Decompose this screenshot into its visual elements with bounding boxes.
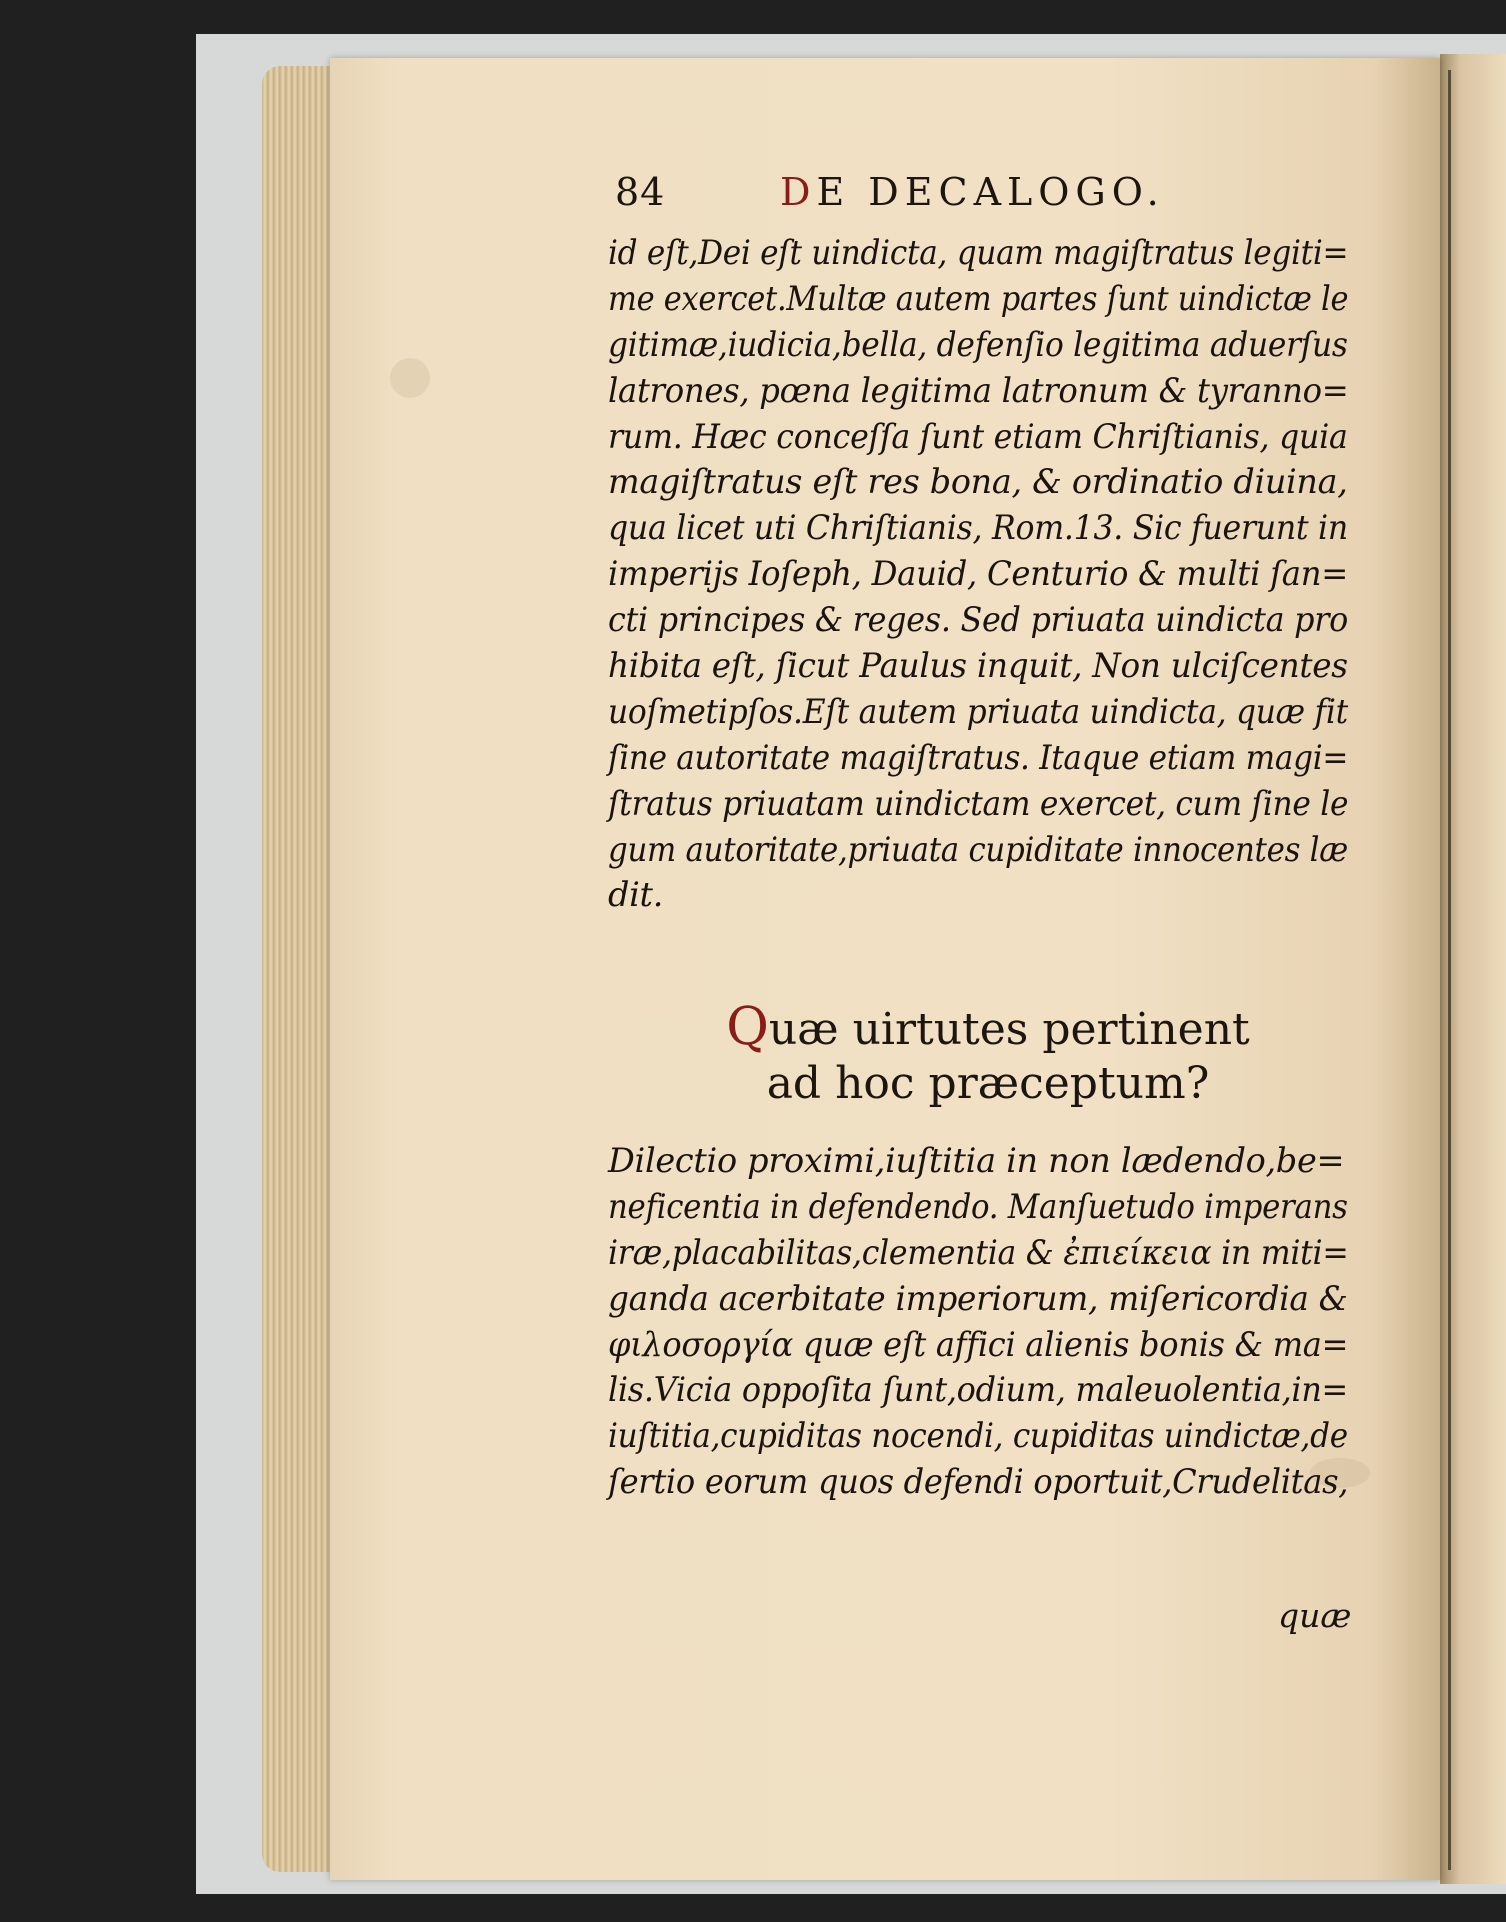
text-line: me exercet.Multæ autem partes ſunt uindictæ le	[608, 278, 1349, 318]
heading-line-2: ad hoc præceptum?	[766, 1058, 1210, 1109]
text-line: imperijs Ioſeph, Dauid, Centurio & multi ſan=	[608, 554, 1348, 594]
text-line: gum autoritate,priuata cupiditate innocentes læ	[608, 829, 1348, 869]
text-line: iræ,placabilitas,clementia & ἐπιείκεια in miti=	[608, 1232, 1349, 1272]
text-line: φιλοσοργία quæ eſt affici alienis bonis & ma=	[608, 1324, 1349, 1364]
text-line: iuſtitia,cupiditas nocendi, cupiditas uindictæ,de	[608, 1416, 1348, 1456]
text-line: magiſtratus eſt res bona, & ordinatio diuina,	[608, 462, 1348, 502]
text-line: cti principes & reges. Sed priuata uindicta pro	[608, 600, 1349, 640]
text-line: uoſmetipſos.Eſt autem priuata uindicta, quæ fit	[608, 691, 1348, 731]
catchword: quæ	[1278, 1596, 1352, 1635]
text-line: gitimæ,iudicia,bella, defenſio legitima aduerſus	[608, 324, 1348, 364]
running-title	[780, 170, 1165, 214]
text-line: ſine autoritate magiſtratus. Itaque etiam magi=	[608, 737, 1349, 777]
text-line: dit.	[608, 875, 664, 915]
text-line: hibita eſt, ſicut Paulus inquit, Non ulciſcentes	[608, 646, 1348, 686]
running-header	[615, 170, 1235, 220]
paper-stain	[390, 358, 430, 398]
text-line: id eſt,Dei eſt uindicta, quam magiſtratus legiti=	[608, 233, 1349, 272]
paragraph-1	[608, 230, 1348, 918]
text-line: lis.Vicia oppoſita ſunt,odium, maleuolentia,in=	[608, 1370, 1348, 1410]
text-line: Dilectio proximi,iuſtitia in non lædendo,be=	[608, 1141, 1345, 1180]
heading-initial: Q	[726, 997, 769, 1057]
page-number: 84	[615, 170, 666, 214]
heading-line-1	[708, 997, 1268, 1057]
text-line: ganda acerbitate imperiorum, miſericordia &	[608, 1278, 1348, 1318]
gutter-shadow	[1448, 70, 1451, 1870]
section-heading	[708, 997, 1268, 1111]
text-line: latrones, pœna legitima latronum & tyranno=	[608, 370, 1349, 410]
running-title-text: E DECALOGO.	[816, 170, 1165, 214]
text-line: qua licet uti Chriſtianis, Rom.13. Sic fuerunt in	[608, 508, 1348, 548]
text-line: ſtratus priuatam uindictam exercet, cum ſine le	[608, 783, 1349, 823]
text-line: neficentia in defendendo. Manſuetudo imperans	[608, 1186, 1348, 1226]
text-line: rum. Hæc conceſſa ſunt etiam Chriſtianis, quia	[608, 416, 1348, 456]
paragraph-2	[608, 1138, 1348, 1505]
heading-text: uæ uirtutes pertinent	[768, 1004, 1250, 1055]
rubric-initial: D	[780, 170, 817, 214]
text-line: ſertio eorum quos defendi oportuit,Crudelitas,	[608, 1462, 1349, 1502]
